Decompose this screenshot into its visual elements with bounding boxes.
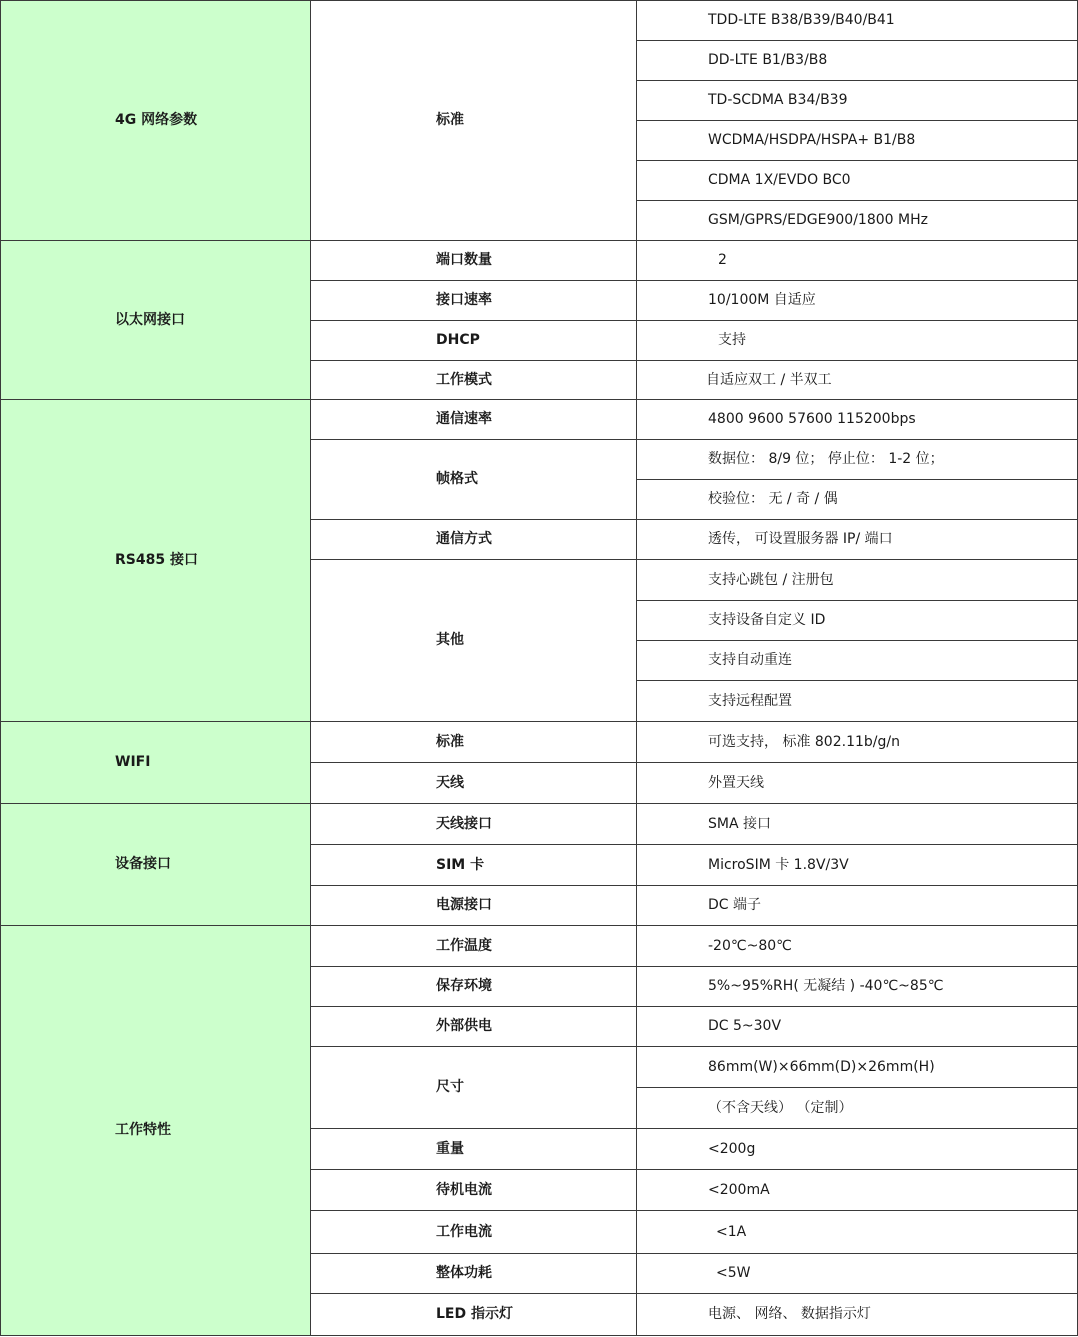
param-label: SIM 卡	[436, 856, 485, 873]
param-label: 端口数量	[436, 252, 492, 268]
value-cell	[636, 640, 1078, 681]
param-label: 其他	[436, 632, 464, 648]
value-text: SMA 接口	[708, 815, 771, 832]
param-cell	[310, 762, 637, 804]
param-label: 待机电流	[436, 1181, 492, 1198]
category-label: 工作特性	[115, 1122, 171, 1138]
value-text: 校验位： 无 / 奇 / 偶	[708, 491, 838, 507]
value-cell	[636, 80, 1078, 121]
value-text: <1A	[716, 1223, 747, 1240]
value-text: 86mm(W)×66mm(D)×26mm(H)	[708, 1058, 935, 1075]
param-label: 通信速率	[436, 411, 492, 427]
value-cell	[636, 360, 1078, 400]
param-cell	[310, 559, 637, 722]
value-cell	[636, 925, 1078, 967]
value-text: <200mA	[708, 1181, 770, 1198]
category-label: RS485 接口	[115, 552, 198, 568]
param-label: 重量	[436, 1140, 464, 1157]
param-label: 帧格式	[436, 471, 478, 487]
value-text: 数据位： 8/9 位； 停止位： 1-2 位；	[708, 451, 944, 467]
value-text: 支持设备自定义 ID	[708, 612, 826, 628]
param-label: DHCP	[436, 332, 480, 348]
value-cell	[636, 1006, 1078, 1047]
param-label: 工作温度	[436, 937, 492, 954]
value-cell	[636, 559, 1078, 601]
value-text: CDMA 1X/EVDO BC0	[708, 172, 851, 188]
value-text: GSM/GPRS/EDGE900/1800 MHz	[708, 212, 928, 228]
value-cell	[636, 240, 1078, 281]
param-label: 外部供电	[436, 1018, 492, 1034]
value-cell	[636, 1210, 1078, 1254]
value-text: 自适应双工 / 半双工	[706, 371, 832, 388]
param-label: LED 指示灯	[436, 1306, 513, 1322]
param-label: 天线接口	[436, 815, 492, 832]
param-label: 尺寸	[436, 1079, 464, 1095]
value-text: （不含天线） （定制）	[708, 1099, 853, 1116]
value-text: 2	[718, 252, 727, 268]
value-text: 5%~95%RH( 无凝结 ) -40℃~85℃	[708, 978, 944, 994]
param-cell	[310, 721, 637, 763]
param-cell	[310, 1046, 637, 1129]
value-cell	[636, 40, 1078, 81]
value-text: DD-LTE B1/B3/B8	[708, 52, 828, 68]
category-cell	[0, 721, 311, 804]
param-label: 标准	[436, 112, 464, 128]
param-cell	[310, 1128, 637, 1170]
param-label: 工作模式	[436, 371, 492, 388]
value-cell	[636, 320, 1078, 361]
value-text: <5W	[716, 1265, 751, 1281]
param-label: 工作电流	[436, 1223, 492, 1240]
value-text: <200g	[708, 1140, 756, 1157]
param-label: 通信方式	[436, 531, 492, 547]
value-cell	[636, 160, 1078, 201]
value-cell	[636, 1169, 1078, 1211]
value-text: 支持自动重连	[708, 652, 792, 668]
value-cell	[636, 885, 1078, 926]
value-text: MicroSIM 卡 1.8V/3V	[708, 856, 849, 873]
value-text: DC 5~30V	[708, 1018, 782, 1034]
value-cell	[636, 762, 1078, 804]
value-text: WCDMA/HSDPA/HSPA+ B1/B8	[708, 132, 916, 148]
value-text: 10/100M 自适应	[708, 292, 816, 308]
param-label: 整体功耗	[436, 1265, 492, 1281]
value-text: 透传， 可设置服务器 IP/ 端口	[708, 531, 893, 547]
value-text: 4800 9600 57600 115200bps	[708, 411, 916, 427]
param-cell	[310, 0, 637, 241]
value-cell	[636, 844, 1078, 886]
value-cell	[636, 803, 1078, 845]
value-cell	[636, 600, 1078, 641]
value-cell	[636, 280, 1078, 321]
value-cell	[636, 1253, 1078, 1294]
value-text: 电源、 网络、 数据指示灯	[708, 1306, 871, 1322]
value-text: 支持远程配置	[708, 692, 792, 709]
param-label: 接口速率	[436, 292, 492, 308]
category-label: 4G 网络参数	[115, 112, 198, 128]
value-cell	[636, 680, 1078, 722]
value-text: TDD-LTE B38/B39/B40/B41	[708, 12, 895, 28]
value-text: DC 端子	[708, 897, 762, 913]
param-label: 保存环境	[436, 978, 492, 994]
param-label: 天线	[436, 774, 464, 791]
category-label: 设备接口	[115, 856, 171, 872]
value-text: 外置天线	[708, 774, 764, 791]
category-label: 以太网接口	[115, 311, 185, 328]
value-cell	[636, 479, 1078, 520]
value-text: 支持	[718, 332, 746, 348]
value-text: 支持心跳包 / 注册包	[708, 571, 834, 588]
param-label: 标准	[436, 733, 464, 750]
value-text: 可选支持， 标准 802.11b/g/n	[708, 733, 900, 750]
value-text: TD-SCDMA B34/B39	[708, 92, 848, 108]
value-text: -20℃~80℃	[708, 937, 792, 954]
value-cell	[636, 1128, 1078, 1170]
param-label: 电源接口	[436, 897, 492, 913]
category-label: WIFI	[115, 754, 151, 770]
value-cell	[636, 1087, 1078, 1129]
